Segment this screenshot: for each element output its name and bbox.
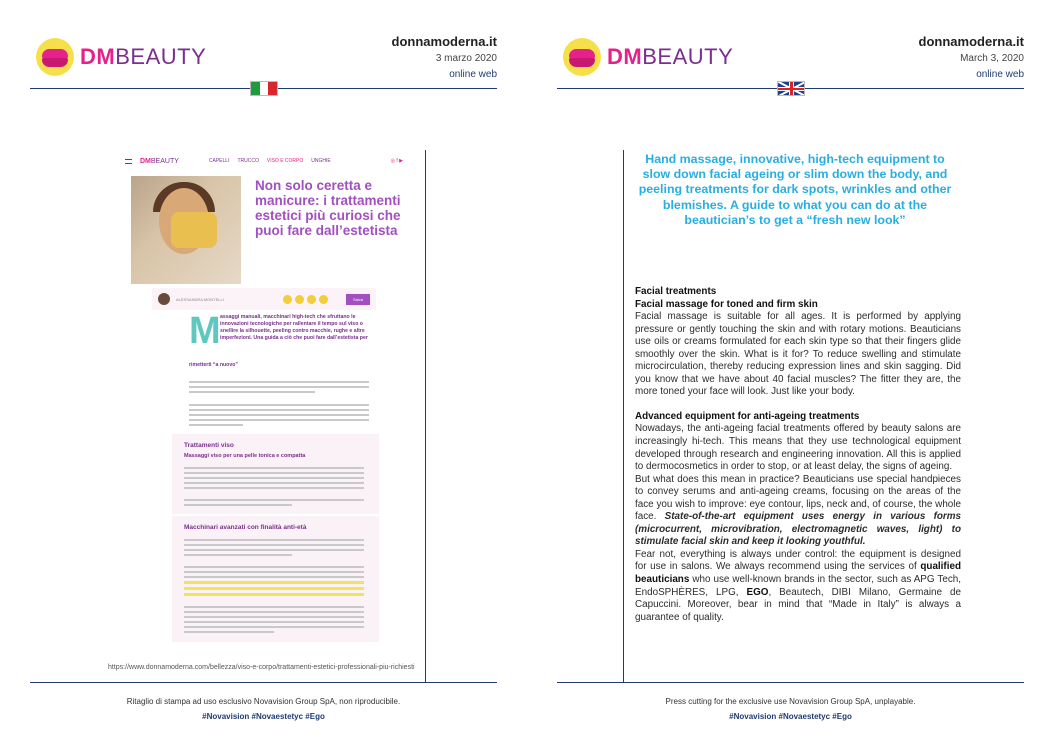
mini-logo: DMBEAUTY: [140, 157, 179, 165]
article-lead-end: rimetterti “a nuovo”: [189, 362, 239, 368]
article-hero: [117, 174, 411, 286]
drop-cap: M: [189, 310, 221, 352]
share-buttons[interactable]: [283, 295, 328, 304]
social-icons[interactable]: ◎ f ▶: [390, 158, 403, 164]
headline: Hand massage, innovative, high-tech equipment to slow down facial ageing or slim down the body, and peeling treatments for dark spots, wrinkles and other blemishes. A guide to what you can do at the beautician’s to get a “fresh new look”: [638, 152, 952, 227]
nav-item[interactable]: UNGHIE: [311, 158, 331, 164]
hero-image: [131, 176, 241, 284]
section-subtitle: Massaggi viso per una pelle tonica e compatta: [184, 453, 306, 459]
english-page: [527, 0, 1054, 746]
media-type: online web: [449, 69, 497, 80]
section-title: Advanced equipment for anti-ageing treatments: [635, 410, 860, 422]
article-url[interactable]: https://www.donnamoderna.com/bellezza/viso-e-corpo/trattamenti-estetici-professionali-piu-richiesti: [108, 664, 415, 671]
paragraph: Nowadays, the anti-ageing facial treatments offered by beauty salons are increasingly hi-tech. This means that they use technological equipment developed through research and engineering innovation. All this is applied to dermocosmetics in order to stop, or at least delay, the signs of ageing.: [635, 423, 961, 473]
footer-hashtags: #Novavision #Novaestetyc #Ego: [729, 712, 852, 721]
nav-item[interactable]: CAPELLI: [208, 158, 230, 164]
section-title: Macchinari avanzati con finalità anti-età: [184, 524, 307, 531]
intro-text: [189, 378, 369, 429]
uk-flag-icon: [777, 81, 805, 96]
paragraph-text: who use well-known brands in the sector, such as APG Tech, EndoSPHÈRES, LPG,: [635, 574, 961, 598]
brand-beauty: BEAUTY: [642, 44, 734, 69]
author-name: ALESSANDRA MONTELLI: [176, 296, 224, 302]
paragraph: Facial massage is suitable for all ages. It is performed by applying pressure or gently touching the skin and with rotary motions. Beauticians use oils or creams formulated for each skin type so that their fingers glide smoothly over the skin. What is it for? To reduce swelling and stimulate microcirculation, thereby reducing expression lines and skin sagging. Did you know that we have about 40 facial muscles? The fitter they are, the more toned your face will look. Just like your body.: [635, 311, 961, 398]
section-title: Facial treatments: [635, 286, 717, 297]
avatar: [158, 293, 170, 305]
dm-beauty-logo: [36, 38, 206, 76]
article-lead: assaggi manuali, macchinari high-tech che sfruttano le innovazioni tecnologiche per rallentare il tempo sul viso o snellire la silhouette, peeling contro macchie, rughe e altre imperfezioni. Una guida a ciò che puoi fare dall’estetista per: [220, 314, 368, 341]
article-nav: [125, 154, 403, 168]
article-screenshot: [117, 148, 411, 643]
brand-name: [80, 44, 206, 70]
site-name: donnamoderna.it: [918, 34, 1024, 49]
publication-info: [919, 34, 1024, 80]
article-translation: [635, 286, 961, 624]
section-advanced-equipment: [172, 516, 379, 642]
publication-date: March 3, 2020: [960, 53, 1024, 64]
nav-item[interactable]: TRUCCO: [237, 158, 259, 164]
section-title: Trattamenti viso: [184, 442, 234, 449]
brand-dm: DM: [607, 44, 643, 69]
brand-dm: DM: [80, 44, 116, 69]
footer-notice: Ritaglio di stampa ad uso esclusivo Novavision Group SpA, non riproducibile.: [126, 697, 401, 706]
lips-icon: [36, 38, 74, 76]
bold-text: EGO: [746, 586, 769, 598]
publication-date: 3 marzo 2020: [435, 53, 497, 64]
paragraph-text: But what does this mean in practice? Beauticians use special handpieces to convey serums and anti-ageing creams, focusing on the areas of the face you wish to improve: eye contour, lips, neck and, of course, the whole face.: [635, 473, 961, 523]
article-title: Non solo ceretta e manicure: i trattamenti estetici più curiosi che puoi fare dall’estetista: [255, 178, 401, 238]
column-divider: [623, 150, 624, 682]
menu-icon[interactable]: [125, 159, 132, 164]
dm-beauty-logo: [563, 38, 733, 76]
author-bar: [152, 288, 376, 310]
footer-notice: Press cutting for the exclusive use Novavision Group SpA, unplayable.: [665, 697, 916, 706]
site-name: donnamoderna.it: [391, 34, 497, 49]
footer-divider: [557, 682, 1024, 683]
brand-name: [607, 44, 733, 70]
paragraph: [635, 549, 961, 624]
brand-beauty: BEAUTY: [115, 44, 207, 69]
lips-icon: [563, 38, 601, 76]
paragraph-text: , Beautech, DIBI Milano, Germaine de Capuccini. Moreover, bear in mind that “Made in Italy” is always a guarantee of quality.: [635, 586, 961, 623]
italian-flag-icon: [250, 81, 278, 96]
paragraph-text: Fear not, everything is always under control: the equipment is designed for use in salons. We always recommend using the services of: [635, 548, 961, 573]
bold-text: qualified beauticians: [635, 561, 961, 586]
nav-item[interactable]: VISO E CORPO: [266, 158, 304, 164]
emphasis-text: State-of-the-art equipment uses energy in various forms (microcurrent, microvibration, electromagnetic waves, light) to stimulate facial skin and keep it looking youthful.: [635, 511, 962, 548]
media-type: online web: [976, 69, 1024, 80]
section-facial-treatments: [172, 434, 379, 514]
paragraph: [635, 474, 961, 549]
publication-info: [392, 34, 497, 80]
footer-hashtags: #Novavision #Novaestetyc #Ego: [202, 712, 325, 721]
column-divider: [425, 150, 426, 682]
section-subtitle: Facial massage for toned and firm skin: [635, 298, 818, 310]
save-button[interactable]: Salva: [346, 294, 370, 305]
footer-divider: [30, 682, 497, 683]
